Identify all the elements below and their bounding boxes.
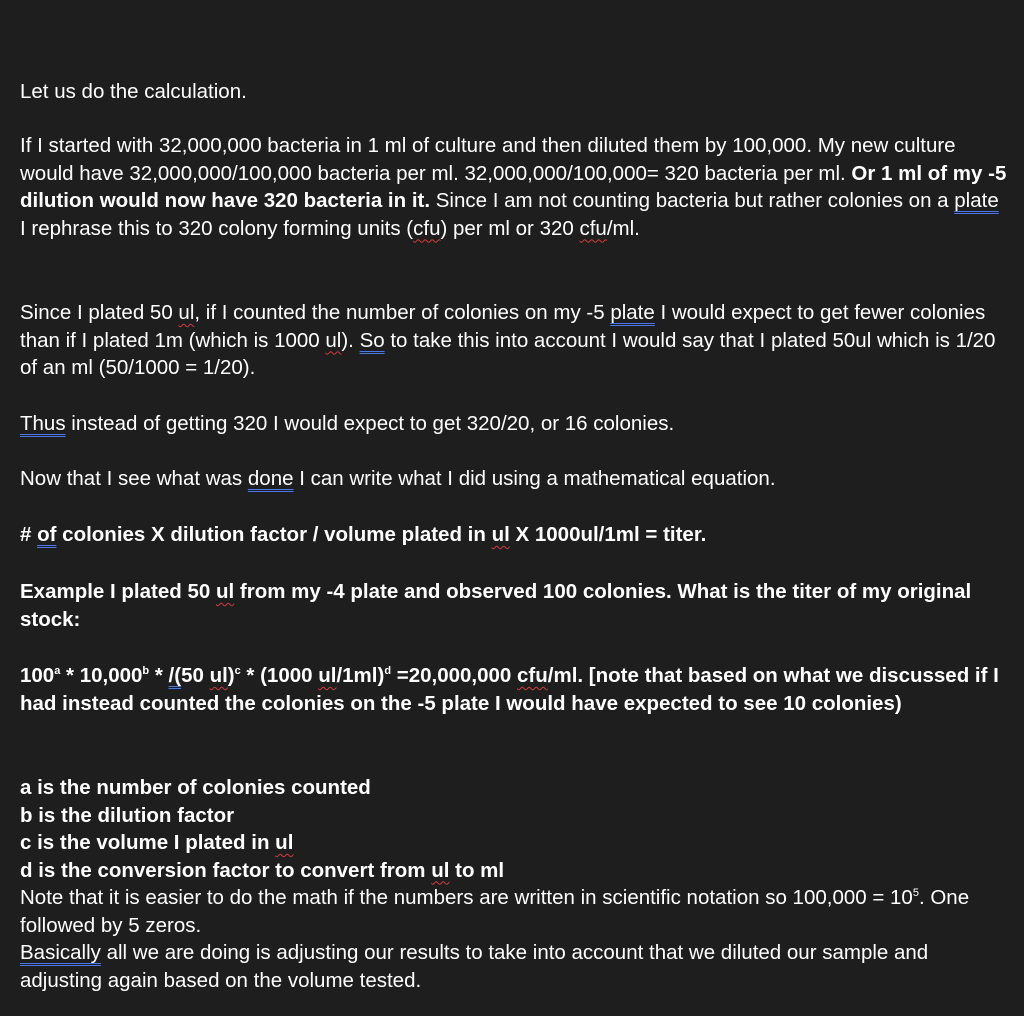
spelling-flag: ul <box>275 831 294 854</box>
spelling-flag: ul <box>491 523 510 546</box>
spelling-flag: ul <box>215 580 235 603</box>
spelling-flag: cfu <box>579 216 607 240</box>
grammar-flag: plate <box>954 189 999 212</box>
scientific-notation-note: Note that it is easier to do the math if the numbers are written in scientific notation so $100,000 = 10^5$. One followed by 5 zeros. <box>20 886 970 937</box>
spelling-flag: ul <box>318 664 337 687</box>
variable-legend <box>20 774 1010 994</box>
grammar-flag: Basically <box>20 941 101 964</box>
spelling-flag: ul <box>178 301 195 324</box>
spelling-flag: ul <box>325 328 342 352</box>
spelling-flag: ul <box>431 858 450 882</box>
legend-b: b is the dilution factor <box>20 803 235 827</box>
paragraph-equation-intro: Now that I see what was done I can write what I did using a mathematical equation. <box>20 467 776 490</box>
legend-d: d is the conversion factor to convert from ul to ml <box>20 858 505 882</box>
grammar-flag: So <box>359 328 385 352</box>
equation-line: # of colonies X dilution factor / volume plated in ul X 1000ul/1ml = titer. <box>20 523 707 546</box>
spelling-flag: cfu <box>413 216 441 240</box>
grammar-flag: of <box>37 523 57 546</box>
bold-statement: Or 1 ml of my -5 dilution would now have 320 bacteria in it. <box>20 161 1007 212</box>
spelling-flag: ul <box>209 664 228 687</box>
grammar-flag: Thus <box>20 412 66 435</box>
legend-c: c is the volume I plated in ul <box>20 831 294 854</box>
summary-line: Basically all we are doing is adjusting our results to take into account that we diluted our sample and adjusting again based on the volume tested. <box>20 941 929 992</box>
grammar-flag: done <box>247 467 294 490</box>
spelling-flag: cfu <box>517 664 548 687</box>
worked-example: 100$^a$ * 10,000$^b$ * /(50 ul)$^c$ * (1000 ul/1ml)$^d$ =20,000,000 cfu/ml. [note that based on what we discussed if I had instead counted the colonies on the -5 plate I would have expected to see 10 colonies) <box>20 664 999 715</box>
grammar-flag: plate <box>610 301 655 324</box>
example-question: Example I plated 50 ul from my -4 plate and observed 100 colonies. What is the titer of my original stock: <box>20 580 972 631</box>
grammar-flag: /( <box>168 664 182 687</box>
paragraph-plating: Since I plated 50 ul, if I counted the number of colonies on my -5 plate I would expect to get fewer colonies than if I plated 1m (which is 1000 ul). So to take this into account I would say that I plated 50ul which is 1/20 of an ml (50/1000 = 1/20). <box>20 301 996 379</box>
paragraph-dilution: If I started with 32,000,000 bacteria in 1 ml of culture and then diluted them by 100,000. My new culture would have 32,000,000/100,000 bacteria per ml. 32,000,000/100,000= 320 bacteria per ml. Or 1 ml of my -5 dilution would now have 320 bacteria in it. Since I am not counting bacteria but rather colonies on a plate I rephrase this to 320 colony forming units (cfu) per ml or 320 cfu/ml. <box>20 134 1007 240</box>
legend-a: a is the number of colonies counted <box>20 776 371 799</box>
paragraph-expectation: Thus instead of getting 320 I would expect to get 320/20, or 16 colonies. <box>20 412 675 435</box>
intro-line: Let us do the calculation. <box>20 80 247 103</box>
